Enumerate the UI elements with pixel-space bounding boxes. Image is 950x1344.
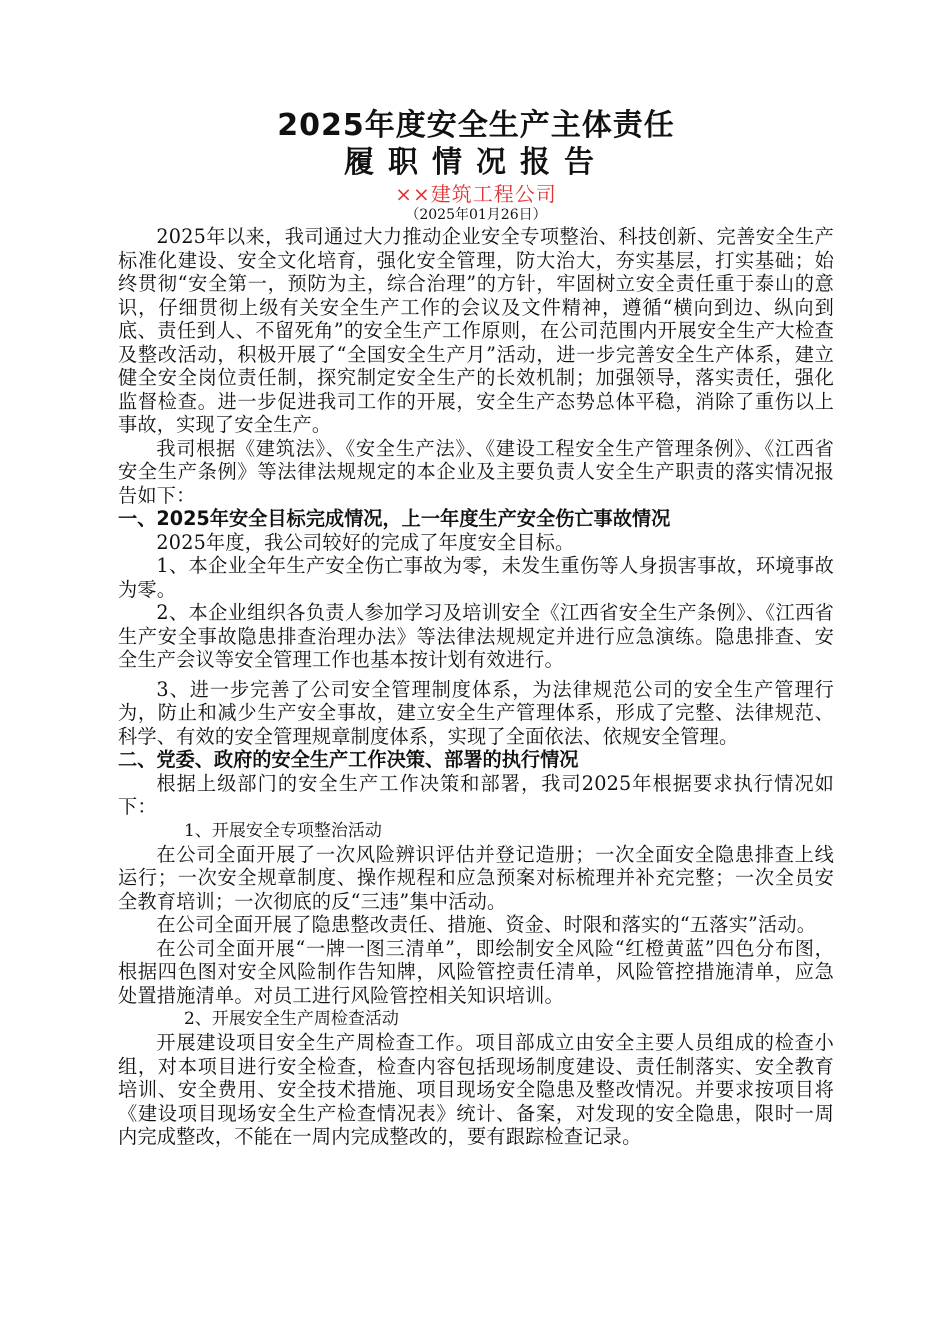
section2-heading: 二、党委、政府的安全生产工作决策、部署的执行情况 <box>118 748 579 771</box>
section1-paragraph: 1、本企业全年生产安全伤亡事故为零，未发生重伤等人身损害事故，环境事故为零。 <box>118 554 834 601</box>
section2-sub1-paragraph: 在公司全面开展了隐患整改责任、措施、资金、时限和落实的“五落实”活动。 <box>156 913 817 936</box>
report-page <box>118 108 834 1149</box>
section1-paragraph: 3、进一步完善了公司安全管理制度体系，为法律规范公司的安全生产管理行为，防止和减少生产安全事故，建立安全生产管理体系，形成了完整、法律规范、科学、有效的安全管理规章制度体系，实现了全面依法、依规安全管理。 <box>118 677 834 748</box>
report-title-line1: 2025年度安全生产主体责任 <box>277 108 675 143</box>
company-name: ××建筑工程公司 <box>395 182 557 206</box>
intro-paragraph: 2025年以来，我司通过大力推动企业安全专项整治、科技创新、完善安全生产标准化建设、安全文化培育，强化安全管理，防大治大，夯实基层，打实基础；始终贯彻“安全第一，预防为主，综合治理”的方针，牢固树立安全责任重于泰山的意识，仔细贯彻上级有关安全生产工作的会议及文件精神，遵循“横向到边、纵向到底、责任到人、不留死角”的安全生产工作原则，在公司范围内开展安全生产大检查及整改活动，积极开展了“全国安全生产月”活动，进一步完善安全生产体系，建立健全安全岗位责任制，探究制定安全生产的长效机制；加强领导，落实责任，强化监督检查。进一步促进我司工作的开展，安全生产态势总体平稳，消除了重伤以上事故，实现了安全生产。 <box>118 225 834 436</box>
section1-heading: 一、2025年安全目标完成情况，上一年度生产安全伤亡事故情况 <box>118 507 671 530</box>
section2-sub1-paragraph: 在公司全面开展了一次风险辨识评估并登记造册；一次全面安全隐患排查上线运行；一次安全规章制度、操作规程和应急预案对标梳理并补充完整；一次全员安全教育培训；一次彻底的反“三违”集中活动。 <box>118 842 834 913</box>
section1-paragraph: 2025年度，我公司较好的完成了年度安全目标。 <box>156 530 575 554</box>
section2-sub2-paragraph: 开展建设项目安全生产周检查工作。项目部成立由安全主要人员组成的检查小组，对本项目进行安全检查，检查内容包括现场制度建设、责任制落实、安全教育培训、安全费用、安全技术措施、项目现场安全隐患及整改情况。并要求按项目将《建设项目现场安全生产检查情况表》统计、备案，对发现的安全隐患，限时一周内完成整改，不能在一周内完成整改的，要有跟踪检查记录。 <box>118 1031 834 1148</box>
section2-sub2-title: 2、开展安全生产周检查活动 <box>184 1009 399 1029</box>
report-date: （2025年01月26日） <box>405 207 547 223</box>
report-title-line2: 履职情况报告 <box>344 145 608 180</box>
section2-sub1-paragraph: 在公司全面开展“一牌一图三清单”，即绘制安全风险“红橙黄蓝”四色分布图，根据四色图对安全风险制作告知牌，风险管控责任清单，风险管控措施清单，应急处置措施清单。对员工进行风险管控相关知识培训。 <box>118 936 834 1007</box>
section1-paragraph: 2、本企业组织各负责人参加学习及培训安全《江西省安全生产条例》、《江西省生产安全事故隐患排查治理办法》等法律法规规定并进行应急演练。隐患排查、安全生产会议等安全管理工作也基本按计划有效进行。 <box>118 601 834 671</box>
section2-intro: 根据上级部门的安全生产工作决策和部署，我司2025年根据要求执行情况如下： <box>118 771 834 818</box>
section2-sub1-title: 1、开展安全专项整治活动 <box>184 820 382 841</box>
intro-paragraph: 我司根据《建筑法》、《安全生产法》、《建设工程安全生产管理条例》、《江西省安全生产条例》等法律法规规定的本企业及主要负责人安全生产职责的落实情况报告如下： <box>118 436 834 507</box>
